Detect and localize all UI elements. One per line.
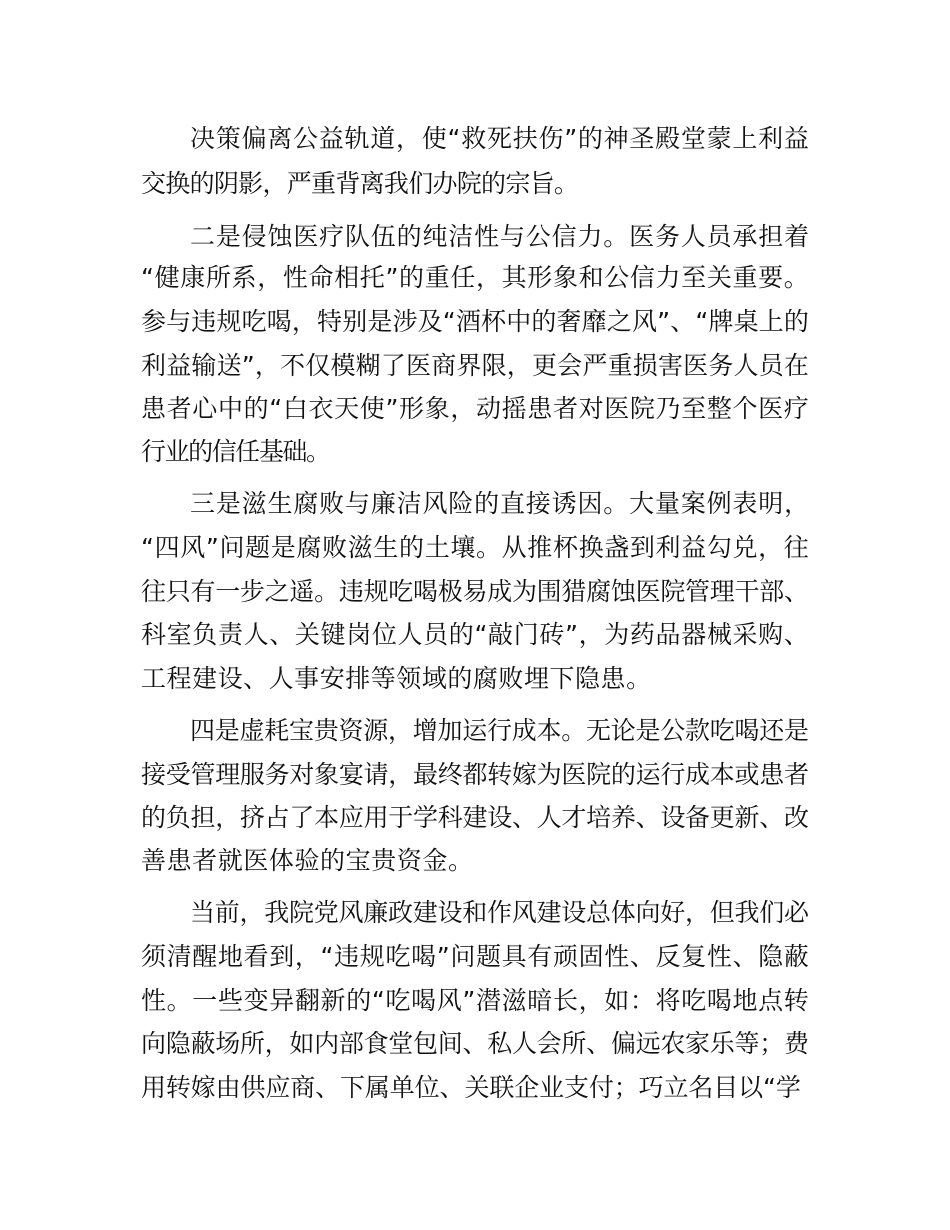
text-line: 向隐蔽场所，如内部食堂包间、私人会所、偏远农家乐等；费 <box>141 1029 809 1058</box>
text-line: “健康所系，性命相托”的重任，其形象和公信力至关重要。 <box>141 263 810 292</box>
text-line: 科室负责人、关键岗位人员的“敲门砖”，为药品器械采购、 <box>141 620 810 649</box>
text-line: 当前，我院党风廉政建设和作风建设总体向好，但我们必 <box>190 898 809 927</box>
text-line: 往只有一步之遥。违规吃喝极易成为围猎腐蚀医院管理干部、 <box>141 577 809 606</box>
text-line: 四是虚耗宝贵资源，增加运行成本。无论是公款吃喝还是 <box>190 716 809 745</box>
text-line: 行业的信任基础。 <box>141 437 330 466</box>
text-line: 患者心中的“白衣天使”形象，动摇患者对医院乃至整个医疗 <box>141 394 810 423</box>
text-line: 接受管理服务对象宴请，最终都转嫁为医院的运行成本或患者 <box>141 760 809 789</box>
text-line: 决策偏离公益轨道，使“救死扶伤”的神圣殿堂蒙上利益 <box>190 124 810 153</box>
text-line: 用转嫁由供应商、下属单位、关联企业支付；巧立名目以“学 <box>141 1073 801 1102</box>
text-line: “四风”问题是腐败滋生的土壤。从推杯换盏到利益勾兑，往 <box>141 533 810 562</box>
text-line: 性。一些变异翻新的“吃喝风”潜滋暗长，如：将吃喝地点转 <box>141 986 810 1015</box>
text-line: 三是滋生腐败与廉洁风险的直接诱因。大量案例表明， <box>190 489 810 518</box>
text-line: 参与违规吃喝，特别是涉及“酒杯中的奢靡之风”、“牌桌上的 <box>141 307 810 336</box>
text-line: 利益输送”，不仅模糊了医商界限，更会严重损害医务人员在 <box>141 351 810 380</box>
text-line: 须清醒地看到，“违规吃喝”问题具有顽固性、反复性、隐蔽 <box>141 942 810 971</box>
text-line: 的负担，挤占了本应用于学科建设、人才培养、设备更新、改 <box>141 803 809 832</box>
text-line: 交换的阴影，严重背离我们办院的宗旨。 <box>141 169 579 198</box>
text-line: 善患者就医体验的宝贵资金。 <box>141 846 474 875</box>
text-line: 二是侵蚀医疗队伍的纯洁性与公信力。医务人员承担着 <box>190 222 810 251</box>
text-line: 工程建设、人事安排等领域的腐败埋下隐患。 <box>141 664 652 693</box>
